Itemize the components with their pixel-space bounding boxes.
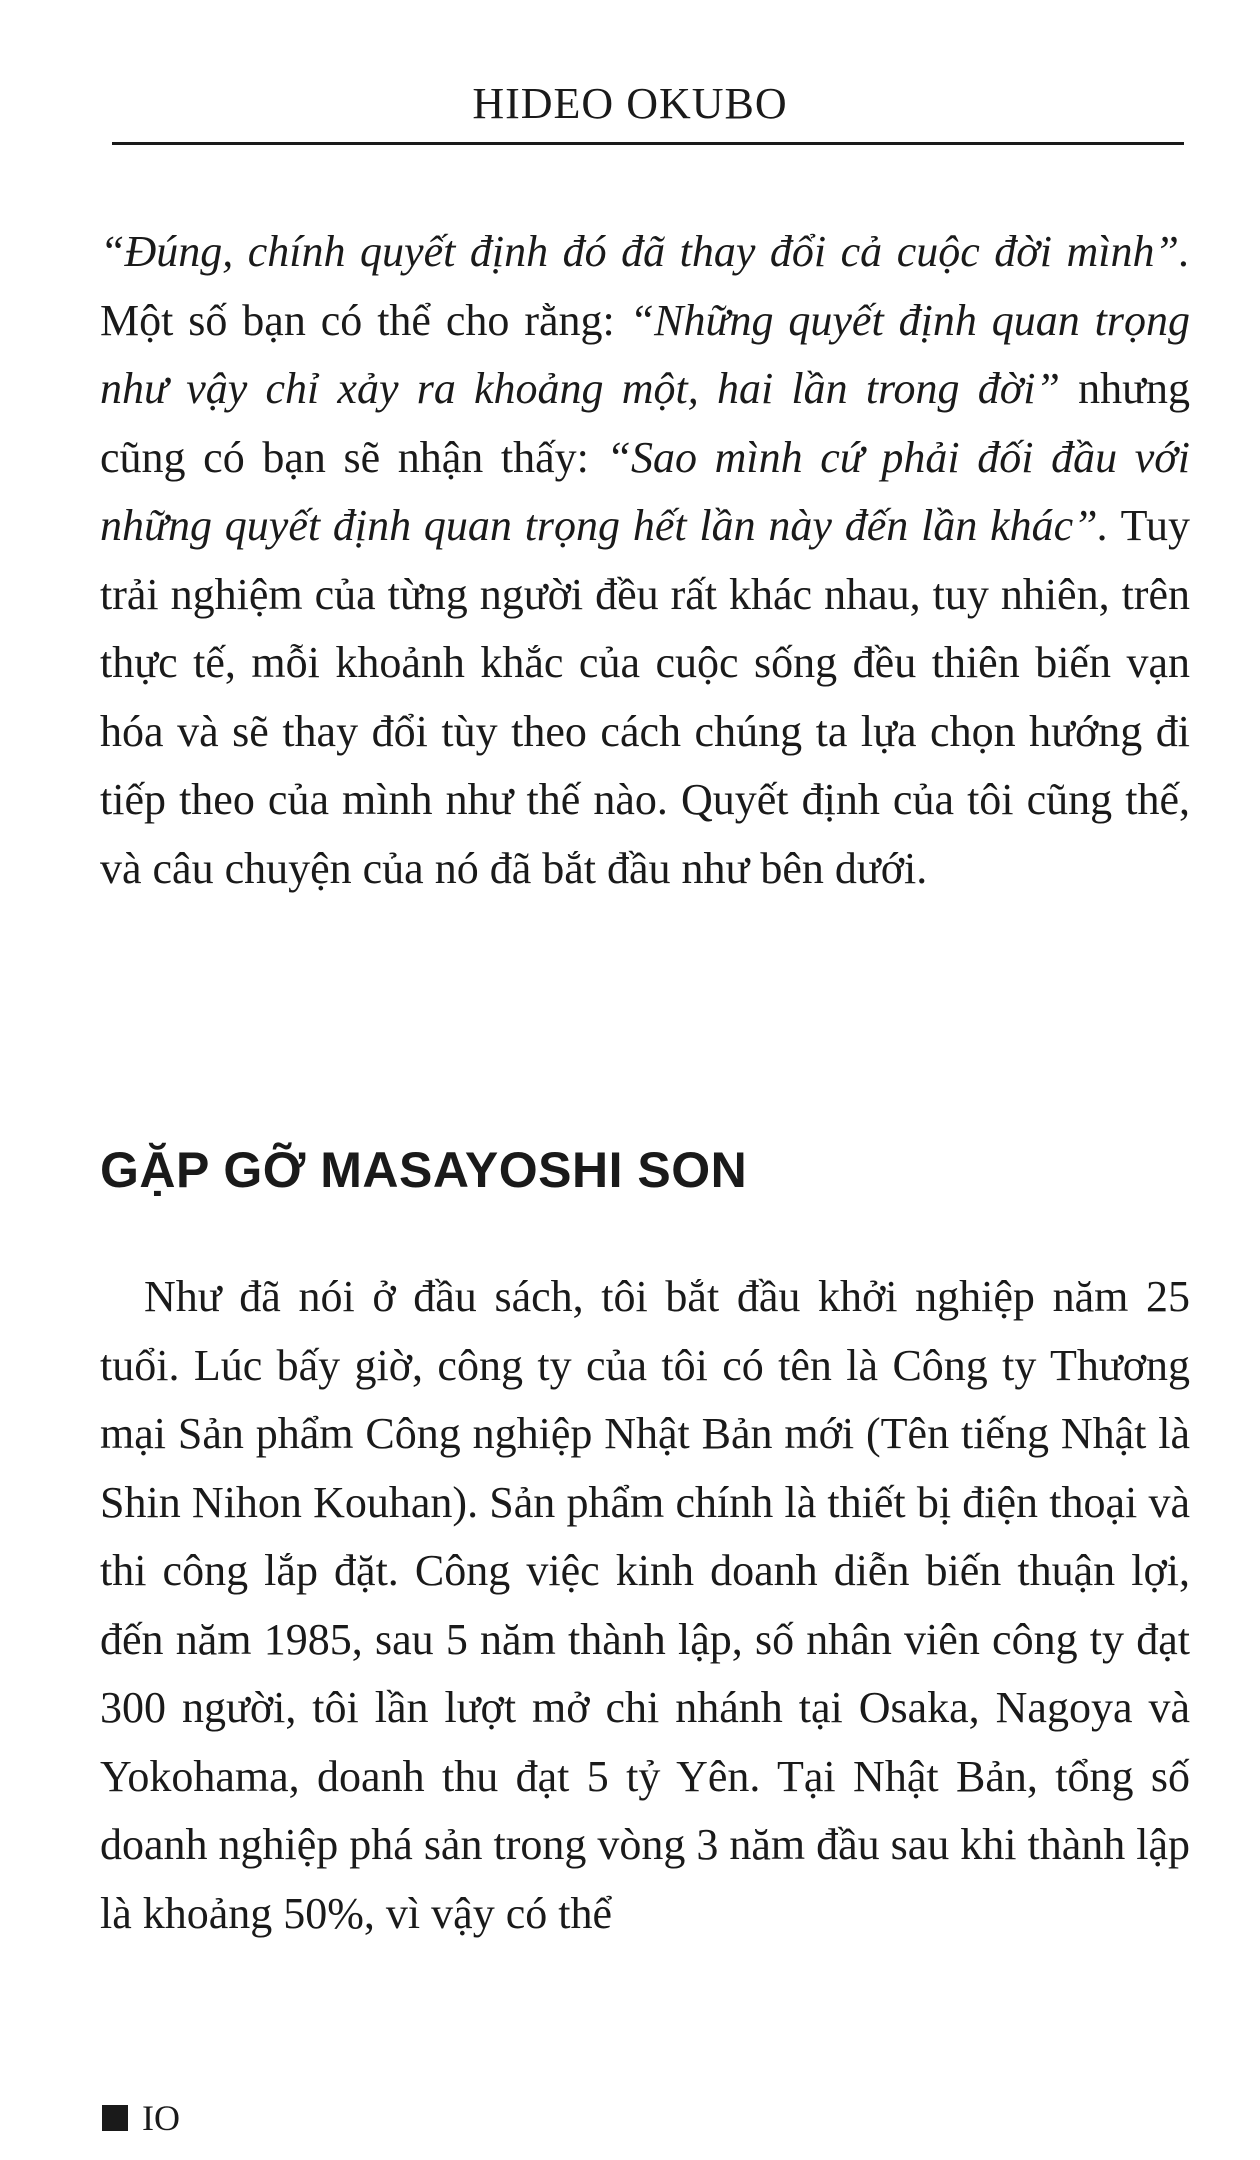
- quote-once-twice: “Những quyết định quan trọng như vậy chỉ xảy ra khoảng một, hai lần trong đời”: [100, 295, 1191, 413]
- paragraph-section-body: Như đã nói ở đầu sách, tôi bắt đầu khởi nghiệp năm 25 tuổi. Lúc bấy giờ, công ty của tôi có tên là Công ty Thương mại Sản phẩm Công nghiệp Nhật Bản mới (Tên tiếng Nhật là Shin Nihon Kouhan). Sản phẩm chính là thiết bị điện thoại và thi công lắp đặt. Công việc kinh doanh diễn biến thuận lợi, đến năm 1985, sau 5 năm thành lập, số nhân viên công ty đạt 300 người, tôi lần lượt mở chi nhánh tại Osaka, Nagoya và Yokohama, doanh thu đạt 5 tỷ Yên. Tại Nhật Bản, tổng số doanh nghiệp phá sản trong vòng 3 năm đầu sau khi thành lập là khoảng 50%, vì vậy có thể: [100, 1272, 1191, 1938]
- page-number: IO: [142, 2098, 180, 2138]
- paragraph-intro: [100, 218, 1190, 903]
- text-segment-1: Một số bạn có thể cho rằng:: [100, 295, 630, 345]
- page-footer: [102, 2100, 180, 2136]
- text-segment-2: nhưng cũng có bạn sẽ nhận thấy:: [100, 364, 1190, 482]
- section-heading: GẶP GỠ MASAYOSHI SON: [100, 1142, 748, 1198]
- quote-decision: “Đúng, chính quyết định đó đã thay đổi cả cuộc đời mình”.: [100, 227, 1190, 276]
- header-rule: [112, 142, 1184, 145]
- footer-square-marker: [102, 2105, 128, 2131]
- quote-again-and-again: “Sao mình cứ phải đối đầu với những quyết định quan trọng hết lần này đến lần khác”.: [100, 432, 1190, 550]
- text-segment-3: Tuy trải nghiệm của từng người đều rất khác nhau, tuy nhiên, trên thực tế, mỗi khoảnh khắc của cuộc sống đều thiên biến vạn hóa và sẽ thay đổi tùy theo cách chúng ta lựa chọn hướng đi tiếp theo của mình như thế nào. Quyết định của tôi cũng thế, và câu chuyện của nó đã bắt đầu như bên dưới.: [100, 501, 1190, 893]
- running-header-author: HIDEO OKUBO: [472, 79, 788, 128]
